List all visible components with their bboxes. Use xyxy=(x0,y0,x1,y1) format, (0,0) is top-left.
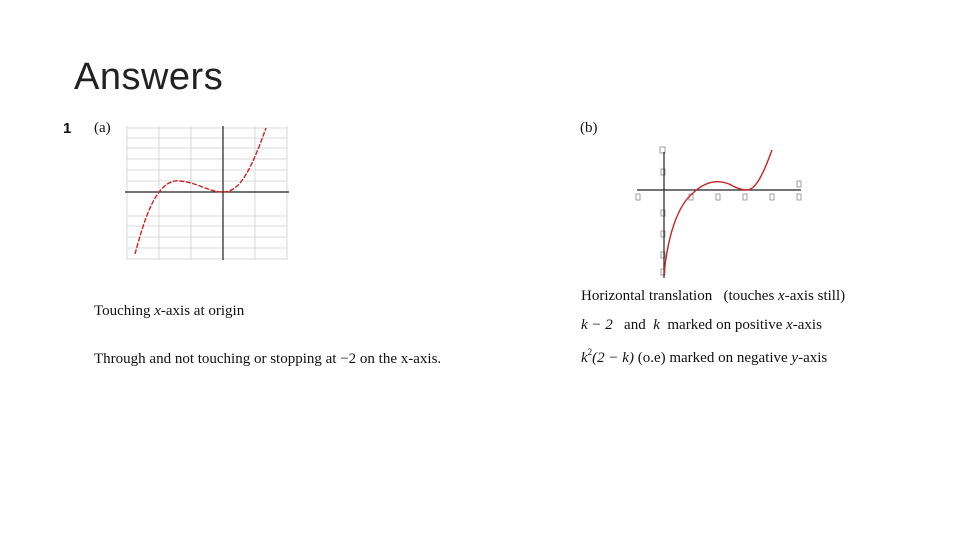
graph-b xyxy=(634,144,806,280)
graph-a xyxy=(124,126,290,262)
part-a-line-1: Touching x-axis at origin xyxy=(94,303,245,319)
graph-b-axes xyxy=(637,152,801,278)
graph-a-axes xyxy=(125,126,289,260)
question-number: 1 xyxy=(63,120,72,137)
part-b-line-2: k − 2 and k marked on positive x-axis xyxy=(581,317,822,333)
part-b-line-1: Horizontal translation (touches x-axis still) xyxy=(581,288,846,304)
part-a-line-2: Through and not touching or stopping at −2 on the x-axis. xyxy=(94,351,442,367)
part-b-line-3: $k^2(2 - k)$ (o.e) marked on negative y-axis xyxy=(581,347,828,366)
graph-b-curve xyxy=(664,150,772,274)
graph-a-curve xyxy=(135,128,266,254)
part-a-label: (a) xyxy=(94,120,111,136)
graph-a-grid xyxy=(127,126,287,260)
graph-b-ticks xyxy=(636,147,801,275)
part-b-label: (b) xyxy=(580,120,598,136)
slide-title: Answers xyxy=(74,56,224,98)
